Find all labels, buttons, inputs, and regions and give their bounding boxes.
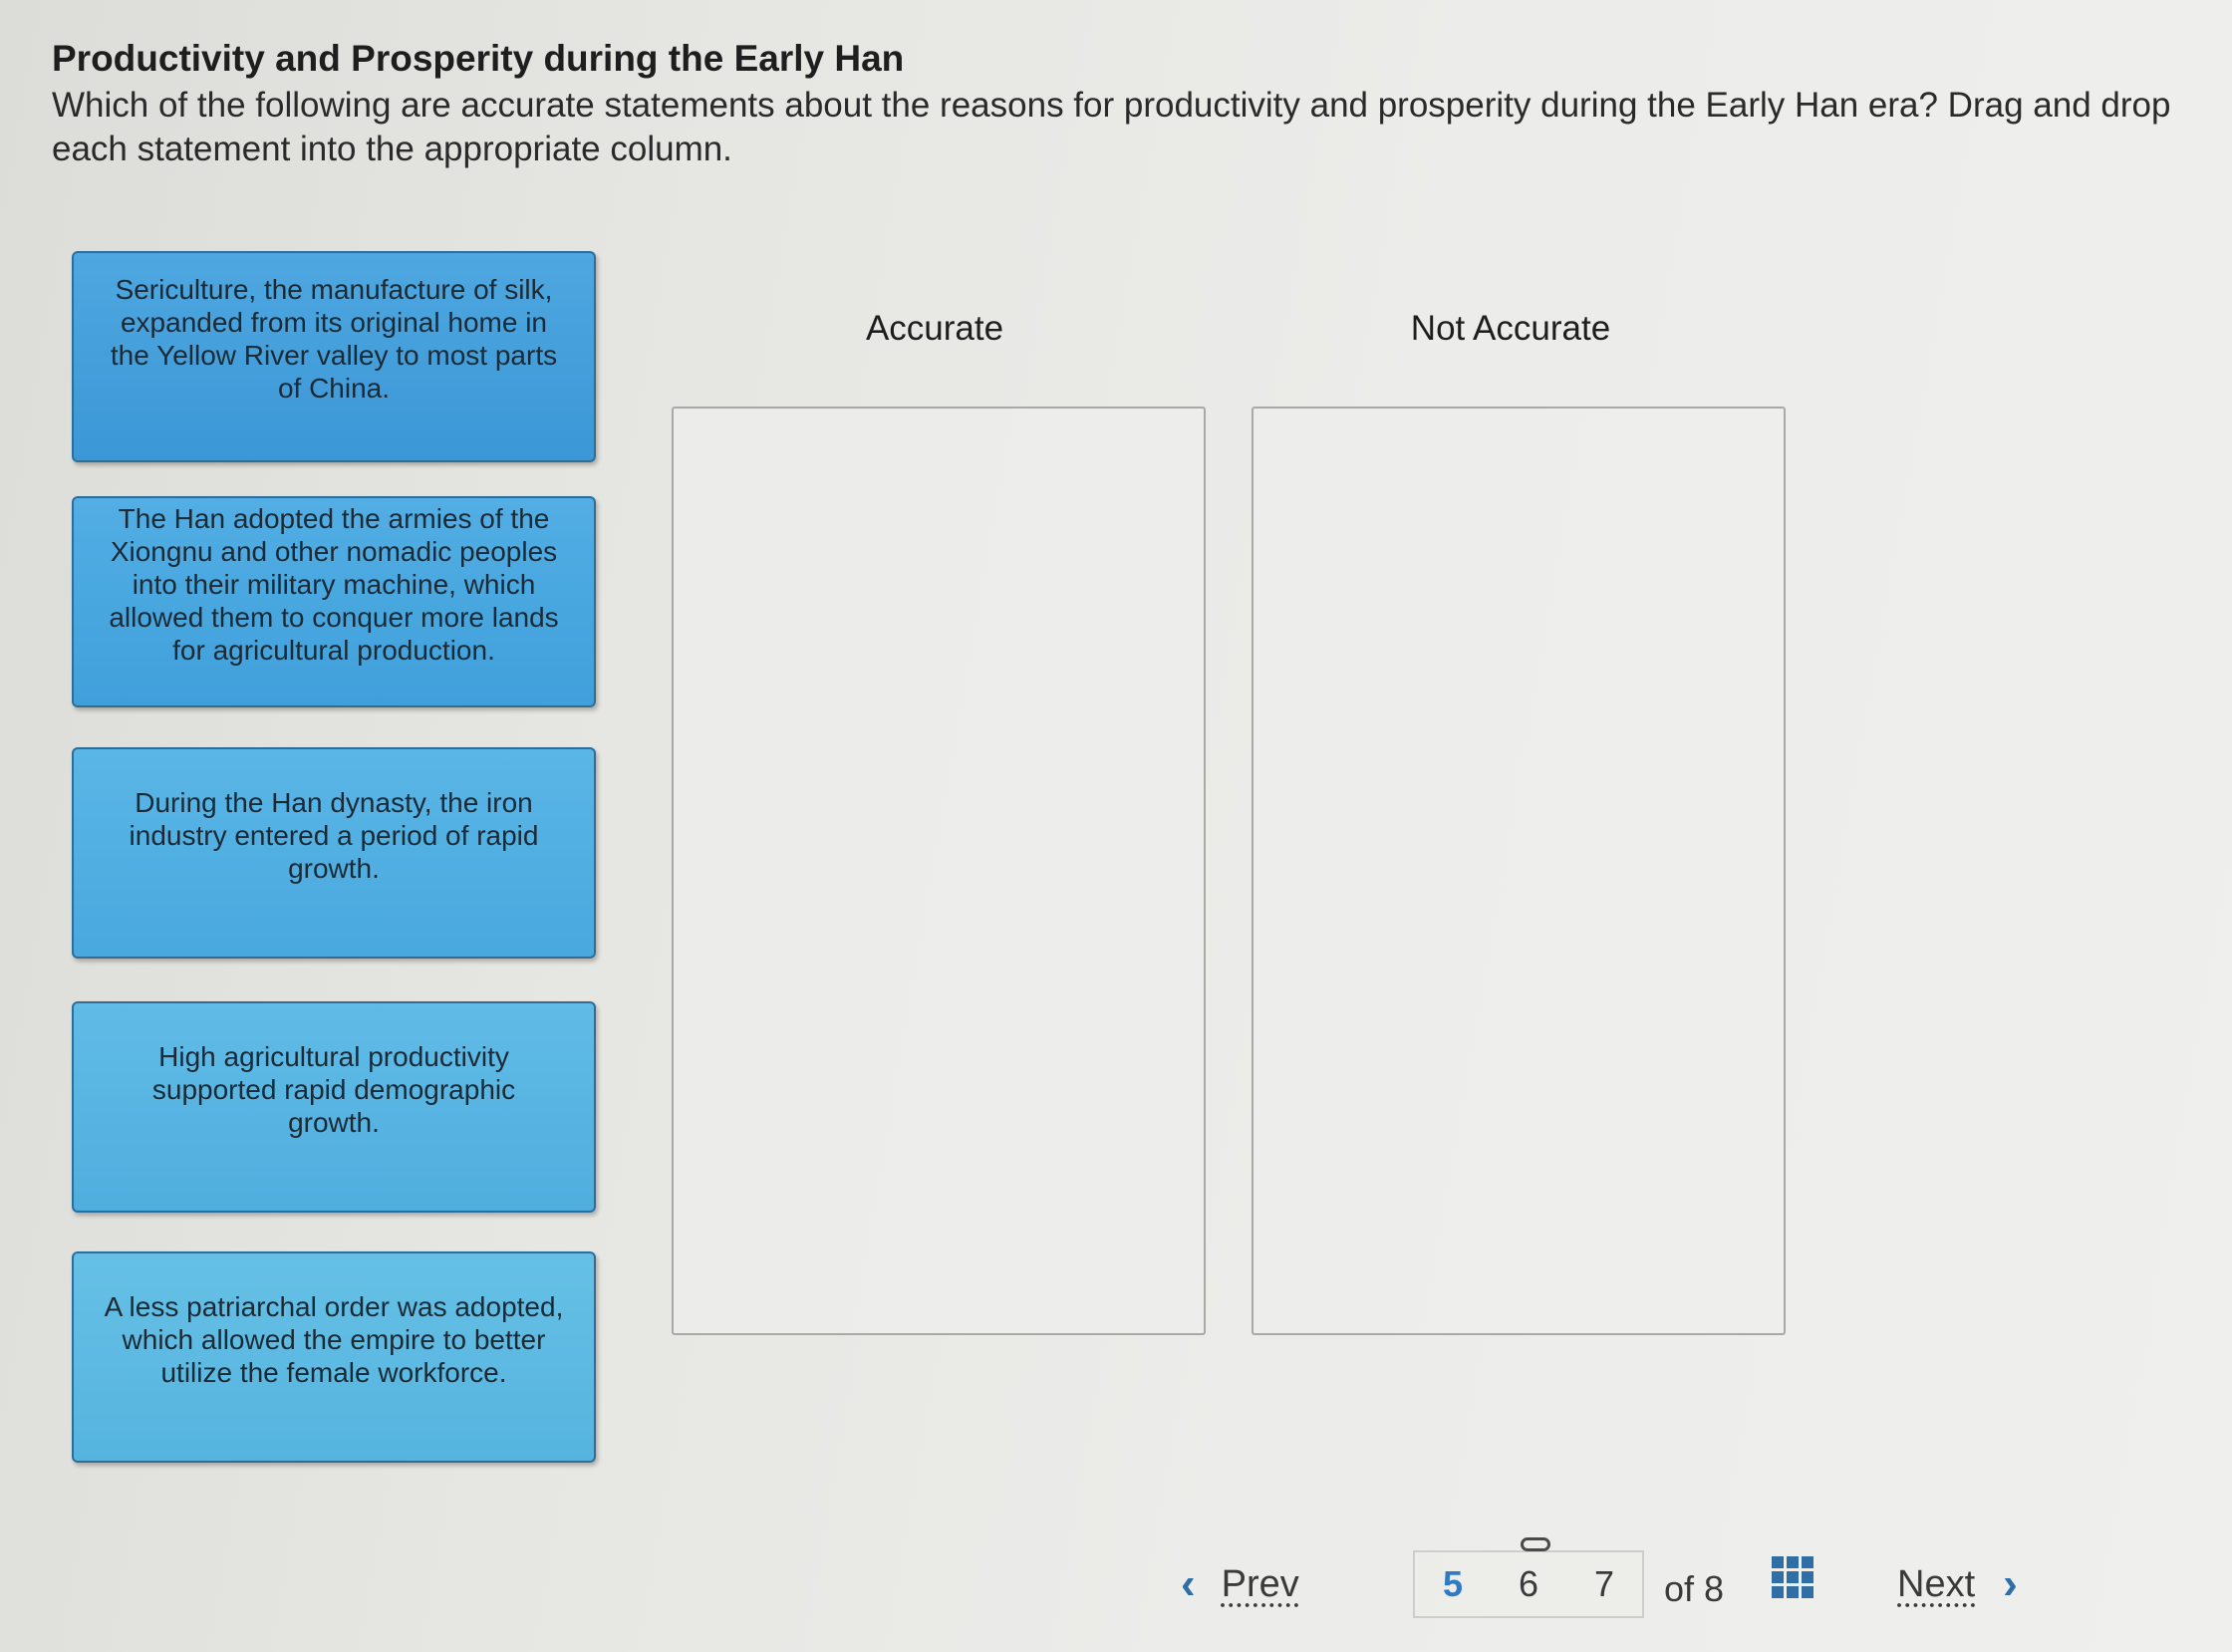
page-number[interactable]: 7 [1593, 1563, 1615, 1604]
statement-text: High agricultural productivity supported rapid demographic growth. [151, 1040, 516, 1138]
accurate-drop-zone[interactable] [672, 407, 1206, 1335]
page-number: 6 [1518, 1563, 1539, 1604]
link-icon [1521, 1537, 1550, 1551]
next-label: Next [1897, 1562, 1976, 1605]
next-button[interactable] [1897, 1559, 2018, 1609]
grid-icon[interactable] [1772, 1556, 1814, 1598]
not-accurate-column-heading: Not Accurate [1410, 309, 1611, 348]
statement-card-xiongnu-armies[interactable] [72, 496, 596, 707]
statement-card-iron-industry[interactable] [72, 747, 596, 959]
statement-text: During the Han dynasty, the iron industry entered a period of rapid growth. [129, 786, 539, 884]
statement-text: A less patriarchal order was adopted, which allowed the empire to better utilize the female workforce. [104, 1290, 564, 1388]
page-total: of 8 [1664, 1568, 1725, 1609]
page-selector [1413, 1550, 1644, 1618]
statement-card-patriarchal-order[interactable] [72, 1251, 596, 1463]
prev-button[interactable] [1181, 1559, 1299, 1609]
question-prompt: Which of the following are accurate statements about the reasons for productivity and prosperity during the Early Han era? Drag and drop each statement into the appropriate column. [52, 86, 2171, 168]
not-accurate-drop-zone[interactable] [1252, 407, 1786, 1335]
statement-text: The Han adopted the armies of the Xiongnu and other nomadic peoples into their military machine, which allowed them to conquer more lands for agricultural production. [109, 502, 559, 666]
statement-card-agricultural-productivity[interactable] [72, 1001, 596, 1213]
page-number-current[interactable]: 5 [1442, 1563, 1464, 1604]
chevron-right-icon: › [2003, 1559, 2018, 1608]
statement-text: Sericulture, the manufacture of silk, expanded from its original home in the Yellow River valley to most parts of China. [110, 274, 558, 404]
chevron-left-icon: ‹ [1181, 1559, 1196, 1608]
accurate-column-heading: Accurate [865, 309, 1004, 348]
statement-card-sericulture[interactable] [72, 251, 596, 462]
page-number-link[interactable] [1519, 1563, 1538, 1605]
prev-label: Prev [1221, 1562, 1299, 1605]
question-title: Productivity and Prosperity during the Early Han [52, 38, 905, 79]
